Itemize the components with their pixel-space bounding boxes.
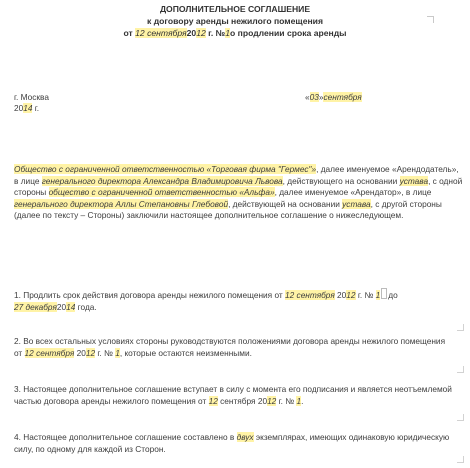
clause1-number-field[interactable]: 1 — [375, 290, 381, 300]
title-number-field[interactable]: 1 — [225, 28, 231, 38]
clause3-number-field[interactable]: 1 — [296, 395, 302, 406]
document-subtitle — [0, 16, 470, 27]
clause2-date-field[interactable]: 12 сентября — [24, 347, 75, 358]
clause3-number-label: г. № — [276, 395, 297, 406]
clause1-end-date-field[interactable]: 27 декабря — [14, 301, 57, 312]
preamble-text-4: , далее именуемое «Арендатор», в лице — [274, 187, 432, 198]
day-field[interactable]: 03 — [309, 92, 319, 102]
city: г. Москва — [14, 92, 49, 102]
clause1-text: 1. Продлить срок действия договора аренды нежилого помещения от — [14, 290, 286, 300]
clause1-contract-date-field[interactable]: 12 сентября — [285, 290, 335, 300]
preamble-text-2: , действующего на основании — [282, 175, 400, 186]
paragraph-mark — [457, 414, 464, 421]
title-date-field[interactable]: 12 сентября — [135, 28, 187, 38]
lessor-name-field[interactable]: Общество с ограниченной ответственностью «Торговая фирма "Гермес"» — [14, 164, 317, 174]
clause3-year-field[interactable]: 12 — [267, 395, 277, 406]
preamble-text-6: , с другой стороны (далее по тексту – Стороны) заключили настоящее дополнительное соглашение о нижеследующем. — [14, 198, 442, 221]
lessor-basis-field[interactable]: устава — [399, 175, 429, 186]
clause-1 — [14, 288, 464, 313]
clause2-text: 2. Во всех остальных условиях стороны руководствуются положениями договора аренды нежилого помещения от — [14, 336, 446, 358]
clause1-end: года. — [75, 301, 97, 312]
cursor-marker — [381, 288, 387, 299]
clause-2 — [14, 336, 454, 359]
clause3-day-field[interactable]: 12 — [208, 395, 218, 406]
title-line2: к договору аренды нежилого помещения — [147, 16, 323, 26]
title-from: от — [123, 28, 136, 38]
year-field[interactable]: 14 — [23, 103, 33, 113]
clause4-text: 4. Настоящее дополнительное соглашение составлено в — [14, 432, 237, 442]
paragraph-mark — [457, 324, 464, 331]
lessor-director-field[interactable]: генерального директора Александра Владимировича Львова — [41, 175, 283, 186]
clause3-month: сентября 20 — [217, 395, 268, 406]
quote-close: » — [318, 92, 324, 102]
title-year-field[interactable]: 12 — [196, 28, 206, 38]
quote-open: « — [305, 92, 310, 102]
clause2-century: 20 — [74, 347, 86, 358]
clause1-end-century: 20 — [56, 301, 67, 312]
document-title — [0, 4, 470, 15]
clause1-end-year-field[interactable]: 14 — [66, 301, 76, 312]
preamble-text-1: , далее именуемое «Арендодатель», в лице — [14, 164, 459, 186]
clause-3 — [14, 384, 464, 407]
paragraph-mark — [457, 366, 464, 373]
title-subject: о продлении срока аренды — [230, 28, 347, 38]
clause1-until: до — [388, 290, 398, 300]
clause2-number-label: г. № — [95, 347, 116, 358]
lessee-basis-field[interactable]: устава — [342, 198, 371, 209]
clause3-end: . — [301, 395, 304, 406]
signing-date — [305, 92, 362, 103]
title-line1: ДОПОЛНИТЕЛЬНОЕ СОГЛАШЕНИЕ — [159, 4, 311, 14]
paragraph-mark — [457, 456, 464, 463]
clause2-number-field[interactable]: 1 — [115, 347, 120, 358]
clause1-century: 20 — [334, 290, 347, 300]
clause1-year-field[interactable]: 12 — [346, 290, 356, 300]
clause4-copies-field[interactable]: двух — [236, 432, 254, 442]
document-date-line — [0, 28, 470, 39]
title-number-label: г. № — [205, 28, 226, 38]
year-century: 20 — [14, 103, 24, 113]
month-field[interactable]: сентября — [323, 92, 362, 102]
preamble-paragraph — [14, 164, 464, 222]
clause2-year-field[interactable]: 12 — [85, 347, 96, 358]
clause1-number-label: г. № — [355, 290, 376, 300]
lessee-director-field[interactable]: генерального директора Аллы Степановны Глебовой — [14, 198, 229, 209]
year-line — [14, 103, 39, 114]
title-century: 20 — [186, 28, 197, 38]
preamble-text-3: , с одной стороны — [14, 175, 463, 198]
clause-4 — [14, 432, 464, 455]
lessee-name-field[interactable]: общество с ограниченной ответственностью «Альфа» — [48, 187, 275, 198]
clause3-text: 3. Настоящее дополнительное соглашение вступает в силу с момента его подписания и является неотъемлемой частью договора аренды нежилого помещения от — [14, 384, 452, 406]
corner-mark — [427, 16, 434, 23]
preamble-text-5: , действующей на основании — [228, 198, 343, 209]
clause2-end: , которые остаются неизменными. — [119, 347, 252, 358]
year-suffix: г. — [32, 103, 40, 113]
clause4-end: экземплярах, имеющих одинаковую юридическую силу, по одному для каждой из Сторон. — [14, 432, 450, 454]
